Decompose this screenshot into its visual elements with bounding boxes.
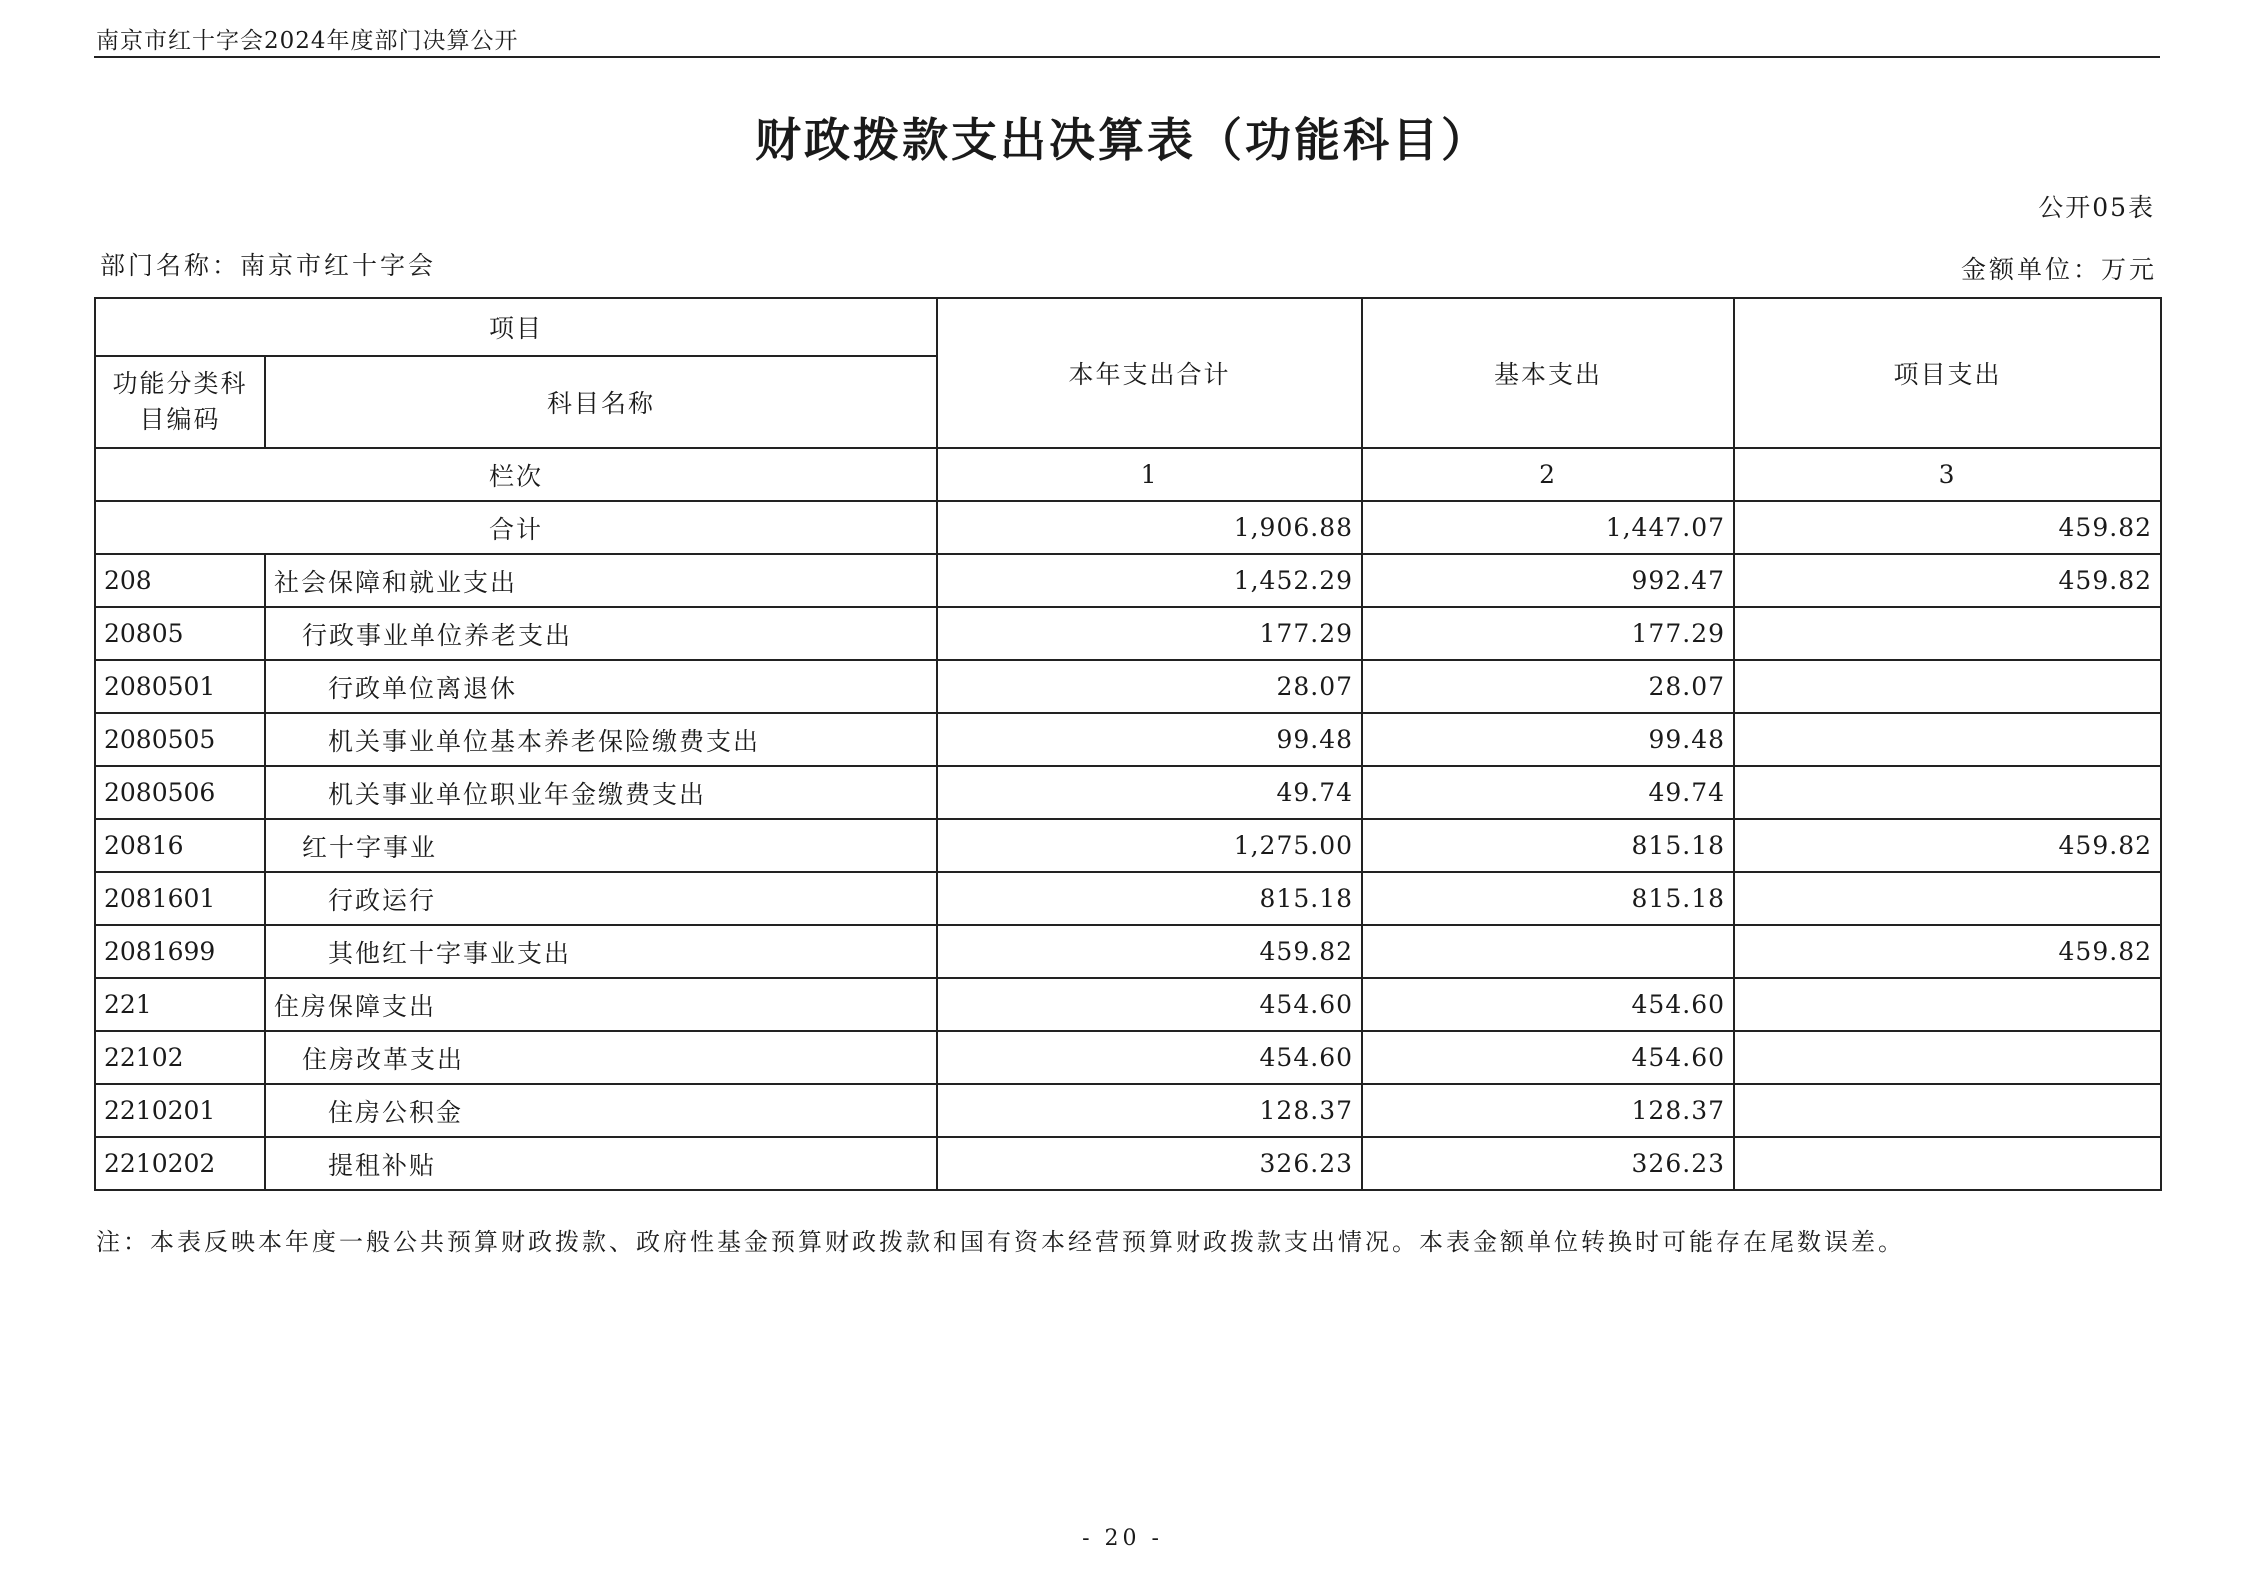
subject-code: 208 xyxy=(95,554,265,607)
basic-amount: 28.07 xyxy=(1362,660,1734,713)
sum-basic: 1,447.07 xyxy=(1362,501,1734,554)
basic-amount xyxy=(1362,925,1734,978)
subject-name: 行政单位离退休 xyxy=(265,660,937,713)
subject-name: 机关事业单位职业年金缴费支出 xyxy=(265,766,937,819)
column-number-row xyxy=(95,448,2161,501)
subject-code: 22102 xyxy=(95,1031,265,1084)
form-number: 公开05表 xyxy=(2038,193,2155,222)
basic-amount: 177.29 xyxy=(1362,607,1734,660)
basic-amount: 128.37 xyxy=(1362,1084,1734,1137)
project-amount xyxy=(1734,766,2161,819)
table-row xyxy=(95,713,2161,766)
basic-amount: 454.60 xyxy=(1362,978,1734,1031)
subject-code: 2080501 xyxy=(95,660,265,713)
total-amount: 128.37 xyxy=(937,1084,1362,1137)
project-amount: 459.82 xyxy=(1734,819,2161,872)
project-amount xyxy=(1734,1031,2161,1084)
table-row xyxy=(95,925,2161,978)
subject-code: 2081601 xyxy=(95,872,265,925)
subject-name: 其他红十字事业支出 xyxy=(265,925,937,978)
project-amount xyxy=(1734,607,2161,660)
project-amount xyxy=(1734,978,2161,1031)
project-amount xyxy=(1734,1137,2161,1190)
subject-code: 20816 xyxy=(95,819,265,872)
subject-name: 红十字事业 xyxy=(265,819,937,872)
table-row xyxy=(95,1084,2161,1137)
sum-label: 合计 xyxy=(95,501,937,554)
table-row xyxy=(95,819,2161,872)
total-amount: 454.60 xyxy=(937,1031,1362,1084)
basic-amount: 815.18 xyxy=(1362,872,1734,925)
header-total: 本年支出合计 xyxy=(937,298,1362,448)
subject-code: 2080506 xyxy=(95,766,265,819)
total-amount: 1,275.00 xyxy=(937,819,1362,872)
sum-row xyxy=(95,501,2161,554)
project-amount xyxy=(1734,713,2161,766)
page-number: - 20 - xyxy=(1082,1526,1163,1551)
subject-code: 20805 xyxy=(95,607,265,660)
column-number-3: 3 xyxy=(1734,448,2161,501)
subject-code: 2210202 xyxy=(95,1137,265,1190)
subject-code: 2210201 xyxy=(95,1084,265,1137)
subject-name: 社会保障和就业支出 xyxy=(265,554,937,607)
subject-code: 221 xyxy=(95,978,265,1031)
expenditure-table xyxy=(94,297,2162,1191)
table-row xyxy=(95,554,2161,607)
table-row xyxy=(95,766,2161,819)
project-amount: 459.82 xyxy=(1734,925,2161,978)
total-amount: 177.29 xyxy=(937,607,1362,660)
header-row xyxy=(95,298,2161,356)
column-number-1: 1 xyxy=(937,448,1362,501)
total-amount: 459.82 xyxy=(937,925,1362,978)
table-row xyxy=(95,660,2161,713)
page-title: 财政拨款支出决算表（功能科目） xyxy=(755,113,1490,167)
subject-name: 行政事业单位养老支出 xyxy=(265,607,937,660)
header-project: 项目 xyxy=(95,298,937,356)
total-amount: 815.18 xyxy=(937,872,1362,925)
basic-amount: 49.74 xyxy=(1362,766,1734,819)
basic-amount: 992.47 xyxy=(1362,554,1734,607)
subject-name: 住房保障支出 xyxy=(265,978,937,1031)
department-name: 部门名称：南京市红十字会 xyxy=(100,251,437,280)
basic-amount: 99.48 xyxy=(1362,713,1734,766)
project-amount: 459.82 xyxy=(1734,554,2161,607)
subject-name: 住房公积金 xyxy=(265,1084,937,1137)
header-name: 科目名称 xyxy=(265,356,937,448)
header-rule xyxy=(94,56,2160,58)
project-amount xyxy=(1734,660,2161,713)
total-amount: 326.23 xyxy=(937,1137,1362,1190)
basic-amount: 454.60 xyxy=(1362,1031,1734,1084)
subject-name: 提租补贴 xyxy=(265,1137,937,1190)
running-header: 南京市红十字会2024年度部门决算公开 xyxy=(96,28,519,54)
subject-name: 住房改革支出 xyxy=(265,1031,937,1084)
subject-code: 2081699 xyxy=(95,925,265,978)
amount-unit: 金额单位：万元 xyxy=(1960,255,2157,284)
subject-code: 2080505 xyxy=(95,713,265,766)
sum-total: 1,906.88 xyxy=(937,501,1362,554)
total-amount: 1,452.29 xyxy=(937,554,1362,607)
table-row xyxy=(95,1031,2161,1084)
total-amount: 49.74 xyxy=(937,766,1362,819)
column-number-label: 栏次 xyxy=(95,448,937,501)
project-amount xyxy=(1734,1084,2161,1137)
table-row xyxy=(95,1137,2161,1190)
sum-project: 459.82 xyxy=(1734,501,2161,554)
table-row xyxy=(95,872,2161,925)
basic-amount: 815.18 xyxy=(1362,819,1734,872)
total-amount: 28.07 xyxy=(937,660,1362,713)
footnote: 注：本表反映本年度一般公共预算财政拨款、政府性基金预算财政拨款和国有资本经营预算财政拨款支出情况。本表金额单位转换时可能存在尾数误差。 xyxy=(96,1228,1905,1256)
subject-name: 机关事业单位基本养老保险缴费支出 xyxy=(265,713,937,766)
basic-amount: 326.23 xyxy=(1362,1137,1734,1190)
total-amount: 99.48 xyxy=(937,713,1362,766)
header-code: 功能分类科目编码 xyxy=(95,356,265,448)
column-number-2: 2 xyxy=(1362,448,1734,501)
header-project-expense: 项目支出 xyxy=(1734,298,2161,448)
subject-name: 行政运行 xyxy=(265,872,937,925)
header-basic: 基本支出 xyxy=(1362,298,1734,448)
table-row xyxy=(95,607,2161,660)
project-amount xyxy=(1734,872,2161,925)
total-amount: 454.60 xyxy=(937,978,1362,1031)
table-row xyxy=(95,978,2161,1031)
